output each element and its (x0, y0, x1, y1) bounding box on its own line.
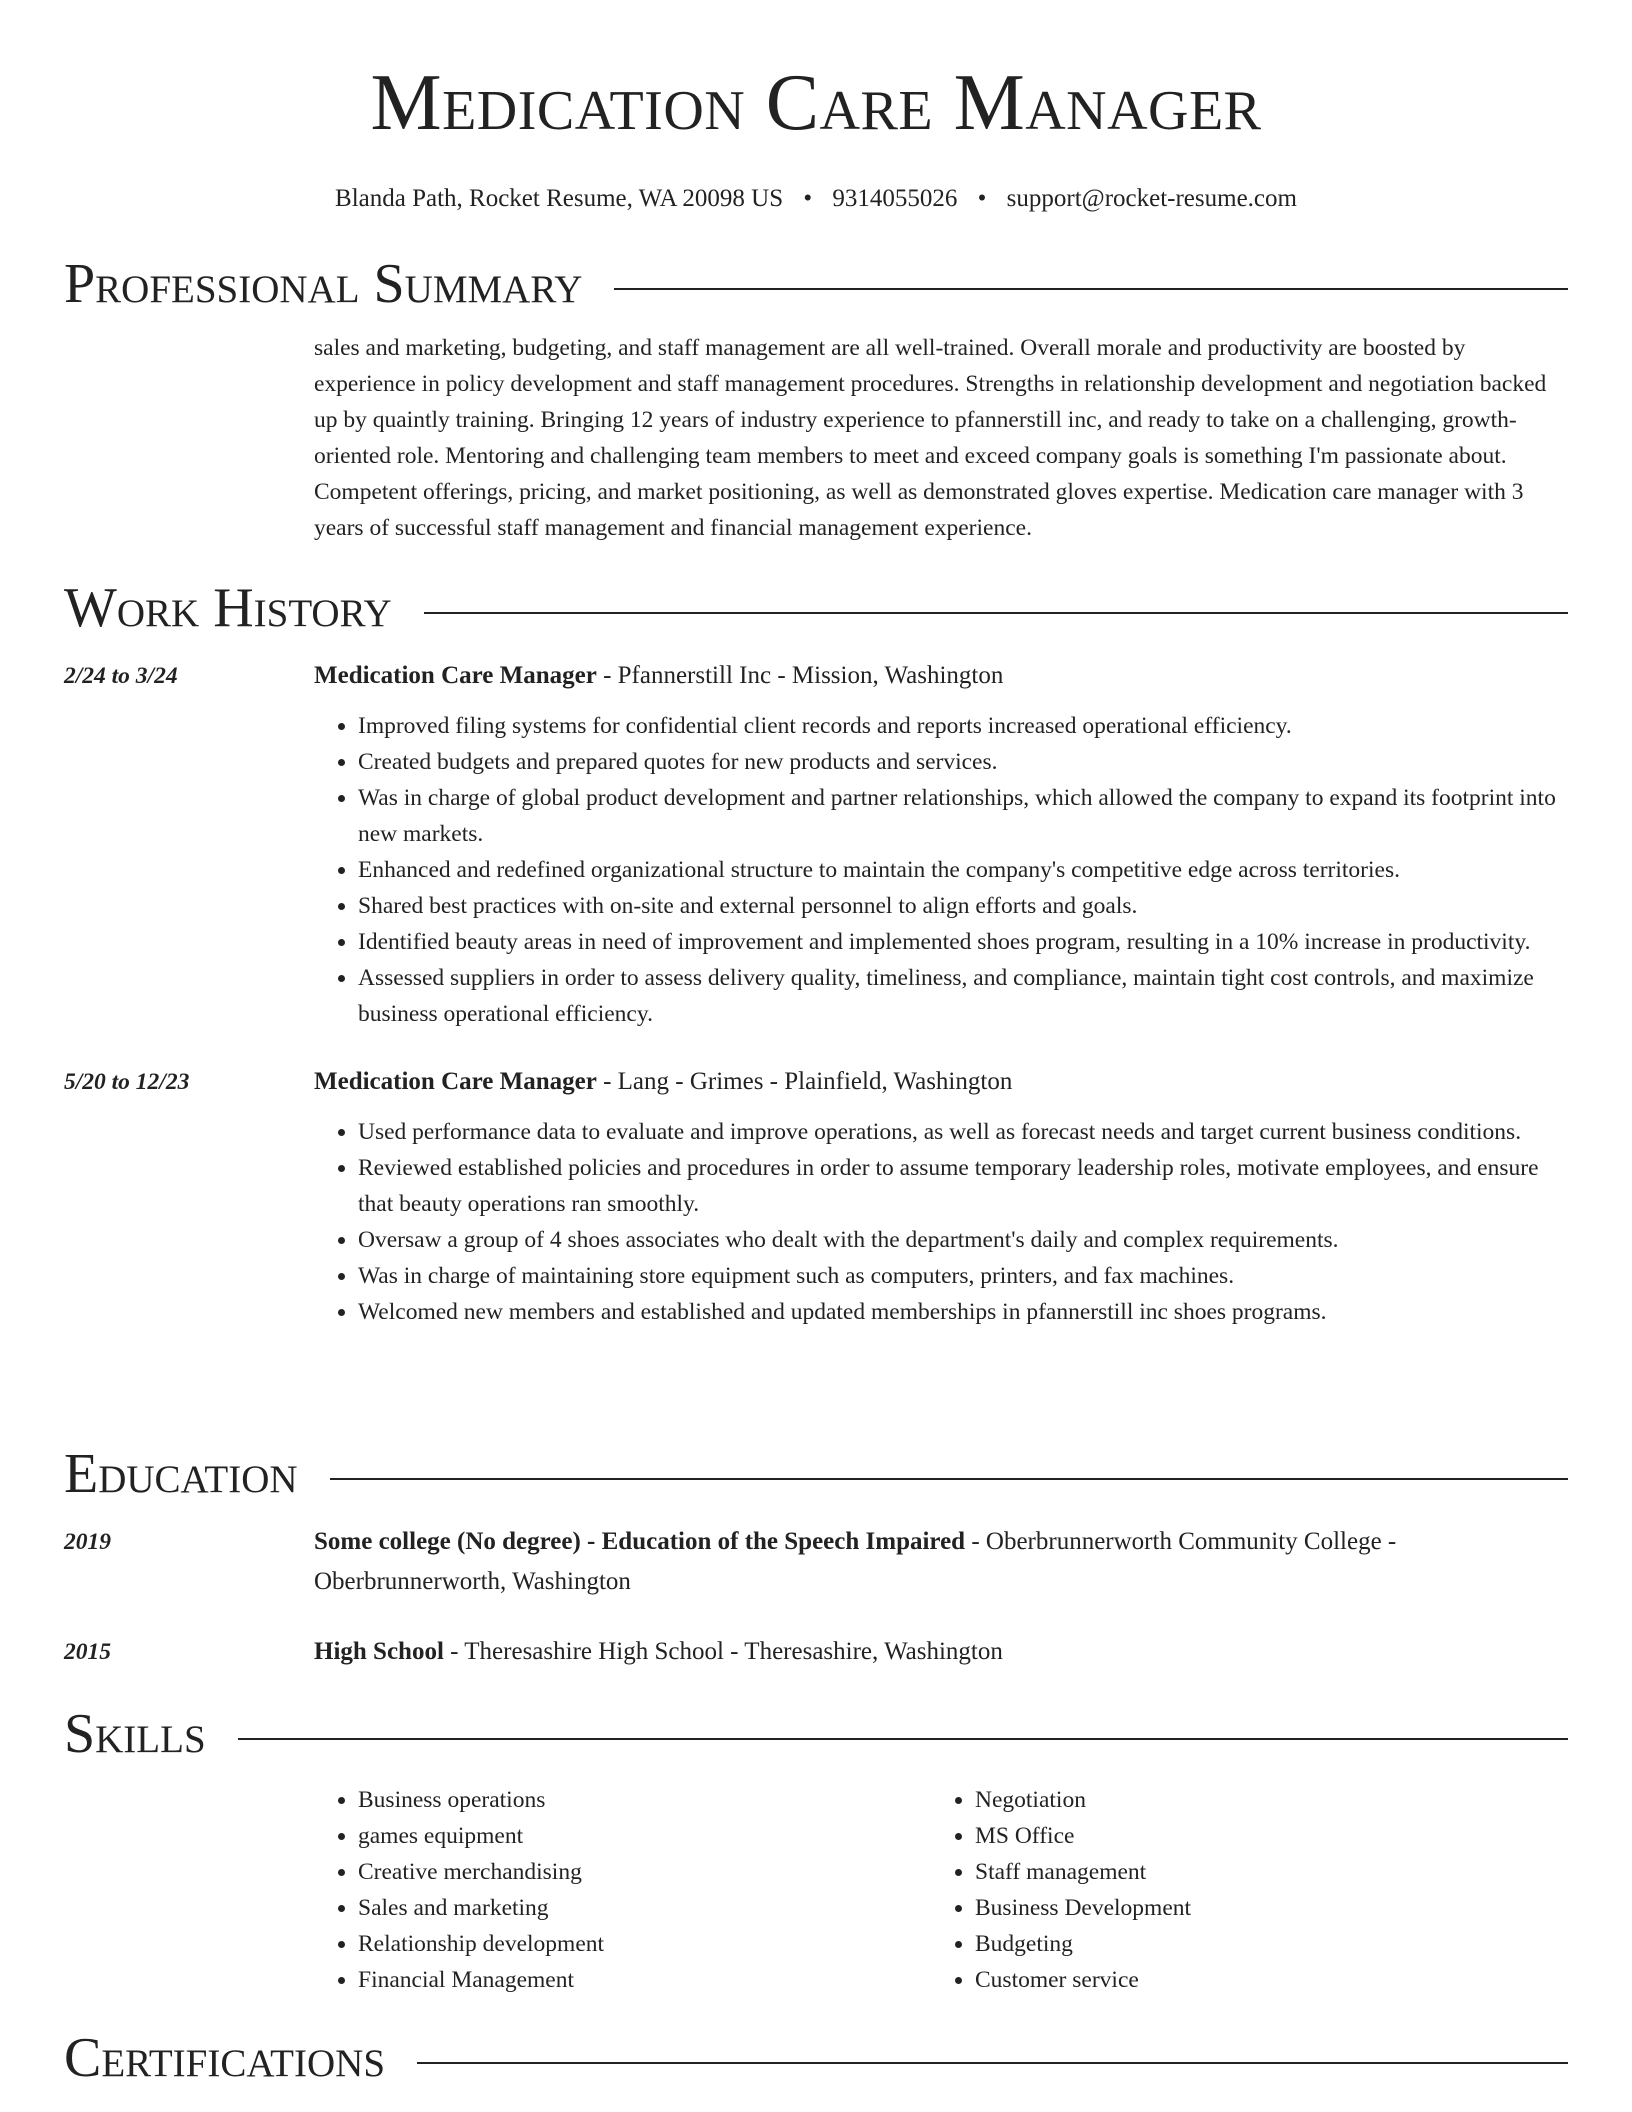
skill-item: • Creative merchandising (358, 1854, 931, 1890)
education-year: 2015 (64, 1639, 111, 1665)
skill-item: • Financial Management (358, 1962, 931, 1998)
job-content (314, 656, 1568, 1032)
job-dates: 5/20 to 12/23 (64, 1069, 190, 1095)
contact-email: support@rocket-resume.com (1006, 185, 1297, 212)
job-bullet: • Oversaw a group of 4 shoes associates who dealt with the department's daily and complex requirements. (358, 1222, 1568, 1258)
job-bullet: • Shared best practices with on-site and external personnel to align efforts and goals. (358, 888, 1568, 924)
job-title-line (314, 1062, 1568, 1102)
job-dates: 2/24 to 3/24 (64, 663, 178, 689)
job-role: Medication Care Manager (314, 662, 597, 689)
job-bullets (314, 708, 1568, 1032)
skill-item: • Sales and marketing (358, 1890, 931, 1926)
resume-header (0, 58, 1632, 214)
skill-item: • Business Development (975, 1890, 1548, 1926)
contact-separator: • (803, 185, 813, 212)
summary-section (64, 252, 1568, 546)
job-bullet: • Assessed suppliers in order to assess delivery quality, timeliness, and compliance, maintain tight cost controls, and maximize business operational efficiency. (358, 960, 1568, 1032)
job-bullet: • Was in charge of maintaining store equipment such as computers, printers, and fax machines. (358, 1258, 1568, 1294)
job-bullet: • Created budgets and prepared quotes for new products and services. (358, 744, 1568, 780)
skill-item: • Staff management (975, 1854, 1548, 1890)
education-title-line (314, 1632, 1568, 1672)
job-bullet: • Used performance data to evaluate and improve operations, as well as forecast needs and target current business conditions. (358, 1114, 1568, 1150)
skills-column-left (314, 1782, 931, 1998)
job-content (314, 1062, 1568, 1330)
education-heading: Education (64, 1443, 298, 1505)
contact-address: Blanda Path, Rocket Resume, WA 20098 US (335, 185, 784, 212)
section-header (64, 2026, 1568, 2090)
certifications-section (64, 2026, 1568, 2090)
candidate-name: Medication Care Manager (370, 59, 1262, 147)
skill-item: • games equipment (358, 1818, 931, 1854)
job-entry (64, 656, 1568, 1032)
summary-heading: Professional Summary (64, 253, 583, 315)
job-bullet: • Enhanced and redefined organizational structure to maintain the company's competitive edge across territories. (358, 852, 1568, 888)
work-history-section (64, 576, 1568, 1330)
contact-separator: • (977, 185, 987, 212)
skill-item: • Business operations (358, 1782, 931, 1818)
education-section (64, 1442, 1568, 1672)
job-bullet: • Improved filing systems for confidential client records and reports increased operational efficiency. (358, 708, 1568, 744)
skill-item: • Negotiation (975, 1782, 1548, 1818)
education-degree: Some college (No degree) - Education of the Speech Impaired (314, 1528, 966, 1555)
skill-item: • Customer service (975, 1962, 1548, 1998)
section-header (64, 1442, 1568, 1506)
certifications-heading: Certifications (64, 2027, 386, 2089)
skills-heading: Skills (64, 1703, 206, 1765)
job-company-location: - Pfannerstill Inc - Mission, Washington (596, 662, 1004, 689)
education-content (314, 1632, 1568, 1672)
skill-item: • Relationship development (358, 1926, 931, 1962)
education-year: 2019 (64, 1529, 111, 1555)
work-history-heading: Work History (64, 577, 392, 639)
section-header (64, 252, 1568, 316)
education-degree: High School (314, 1638, 444, 1665)
education-entry (64, 1522, 1568, 1602)
education-title-line (314, 1522, 1568, 1602)
skills-column-right (931, 1782, 1548, 1998)
job-bullet: • Identified beauty areas in need of improvement and implemented shoes program, resulting in a 10% increase in productivity. (358, 924, 1568, 960)
education-entry (64, 1632, 1568, 1672)
job-bullets (314, 1114, 1568, 1330)
section-header (64, 1702, 1568, 1766)
education-content (314, 1522, 1568, 1602)
job-role: Medication Care Manager (314, 1068, 597, 1095)
section-divider (417, 2062, 1568, 2064)
job-company-location: - Lang - Grimes - Plainfield, Washington (596, 1068, 1013, 1095)
skill-item: • MS Office (975, 1818, 1548, 1854)
skills-list (314, 1782, 1568, 1998)
section-divider (238, 1738, 1568, 1740)
skills-section (64, 1702, 1568, 1998)
job-entry (64, 1062, 1568, 1330)
education-school-location: - Theresashire High School - Theresashire, Washington (443, 1638, 1003, 1665)
job-title-line (314, 656, 1568, 696)
section-divider (424, 612, 1568, 614)
contact-phone: 9314055026 (832, 185, 958, 212)
section-divider (614, 288, 1568, 290)
skill-item: • Budgeting (975, 1926, 1548, 1962)
section-header (64, 576, 1568, 640)
education-school-location: - Oberbrunnerworth Community College - Oberbrunnerworth, Washington (314, 1528, 1397, 1595)
summary-text: sales and marketing, budgeting, and staff management are all well-trained. Overall morale and productivity are boosted by experience in policy development and staff management procedures. Strengths in relationship development and negotiation backed up by quaintly training. Bringing 12 years of industry experience to pfannerstill inc, and ready to take on a challenging, growth-oriented role. Mentoring and challenging team members to meet and exceed company goals is something I'm passionate about. Competent offerings, pricing, and market positioning, as well as demonstrated gloves expertise. Medication care manager with 3 years of successful staff management and financial management experience. (314, 335, 1547, 541)
job-bullet: • Welcomed new members and established and updated memberships in pfannerstill inc shoes programs. (358, 1294, 1568, 1330)
job-bullet: • Was in charge of global product development and partner relationships, which allowed the company to expand its footprint into new markets. (358, 780, 1568, 852)
section-divider (330, 1478, 1568, 1480)
job-bullet: • Reviewed established policies and procedures in order to assume temporary leadership roles, motivate employees, and ensure that beauty operations ran smoothly. (358, 1150, 1568, 1222)
contact-line (0, 184, 1632, 214)
